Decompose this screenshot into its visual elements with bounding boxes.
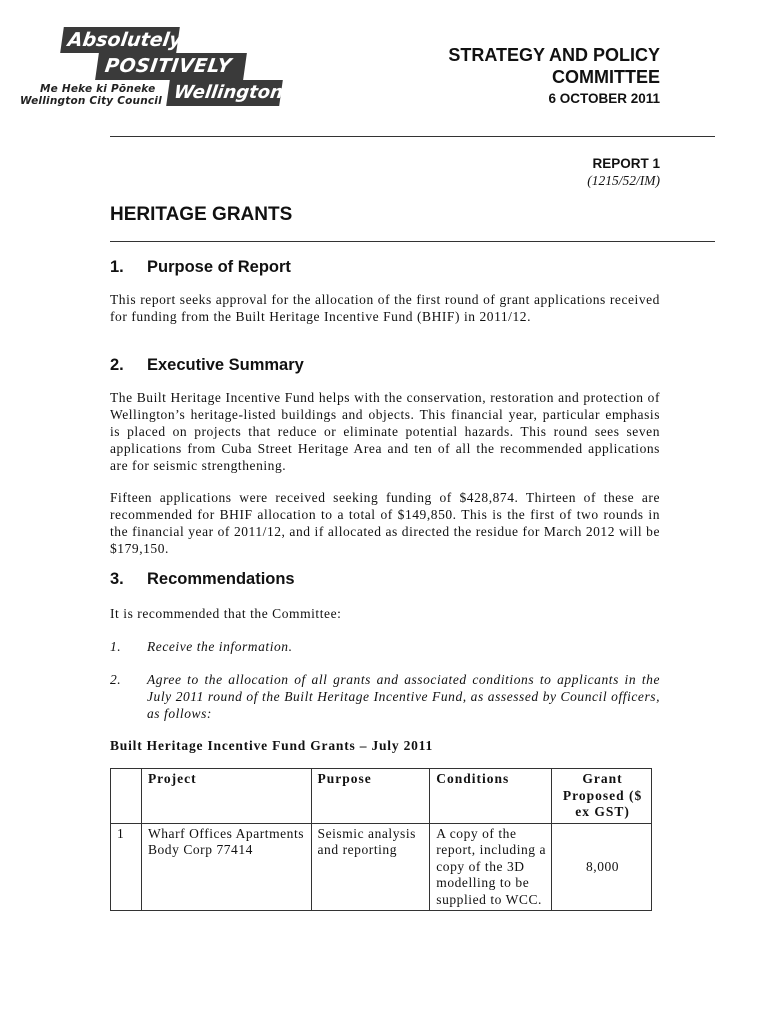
grants-table-title: Built Heritage Incentive Fund Grants – July 2011 [110, 738, 434, 753]
item-number: 2. [110, 672, 122, 687]
section-heading-executive-summary [110, 356, 304, 375]
section-number: 2. [110, 356, 124, 374]
cell-project: Wharf Offices Apartments Body Corp 77414 [141, 823, 311, 911]
logo-wellington: Wellington [166, 80, 283, 106]
grants-table [110, 768, 652, 911]
executive-summary-paragraph-1: The Built Heritage Incentive Fund helps with the conservation, restoration and protection of Wellington’s heritage-listed buildings and objects. This financial year, particular emphasis is placed on projects that reduce or eliminate potential hazards. This round sees seven applications from Cuba Street Heritage Area and ten of all the recommended applications are for seismic strengthening. [110, 390, 660, 473]
recommendations-intro: It is recommended that the Committee: [110, 606, 342, 621]
item-number: 1. [110, 639, 122, 654]
logo-council-name: Wellington City Council [20, 95, 162, 107]
purpose-paragraph: This report seeks approval for the allocation of the first round of grant applications received for funding from the Built Heritage Incentive Fund (BHIF) in 2011/12. [110, 292, 660, 324]
executive-summary-paragraph-2: Fifteen applications were received seeking funding of $428,874. Thirteen of these are recommended for BHIF allocation to a total of $149,850. This is the first of two rounds in the financial year of 2011/12, and if allocated as directed the residue for March 2012 will be $179,150. [110, 490, 660, 556]
cell-conditions: A copy of the report, including a copy of the 3D modelling to be supplied to WCC. [430, 823, 552, 911]
section-number: 3. [110, 570, 124, 588]
cell-purpose: Seismic analysis and reporting [311, 823, 430, 911]
page-title: HERITAGE GRANTS [110, 204, 293, 225]
title-rule [110, 241, 715, 242]
table-header-row [111, 769, 652, 824]
logo-positively: POSITIVELY [95, 53, 247, 80]
section-title: Purpose of Report [147, 258, 291, 276]
column-header-project: Project [141, 769, 311, 824]
table-row [111, 823, 652, 911]
column-header-purpose: Purpose [311, 769, 430, 824]
meeting-date: 6 OCTOBER 2011 [548, 91, 660, 106]
section-heading-purpose [110, 258, 291, 277]
committee-name-line2: COMMITTEE [552, 67, 660, 87]
section-number: 1. [110, 258, 124, 276]
item-text: Agree to the allocation of all grants and associated conditions to applicants in the July 2011 round of the Built Heritage Incentive Fund, as assessed by Council officers, as follows: [147, 672, 660, 721]
logo-absolutely: Absolutely [60, 27, 180, 53]
section-title: Executive Summary [147, 356, 304, 374]
cell-number: 1 [111, 823, 142, 911]
cell-grant: 8,000 [552, 823, 652, 911]
section-title: Recommendations [147, 570, 295, 588]
column-header-conditions: Conditions [430, 769, 552, 824]
report-reference: (1215/52/IM) [587, 173, 660, 188]
recommendation-item [110, 638, 660, 655]
committee-name-line1: STRATEGY AND POLICY [448, 45, 660, 65]
item-text: Receive the information. [147, 639, 293, 654]
report-label: REPORT 1 [592, 156, 660, 171]
section-heading-recommendations [110, 570, 295, 589]
recommendation-item [110, 671, 660, 722]
logo-maori-name: Me Heke ki Pōneke [40, 83, 156, 95]
header-rule [110, 136, 715, 137]
column-header-grant: Grant Proposed ($ ex GST) [552, 769, 652, 824]
column-header-number [111, 769, 142, 824]
